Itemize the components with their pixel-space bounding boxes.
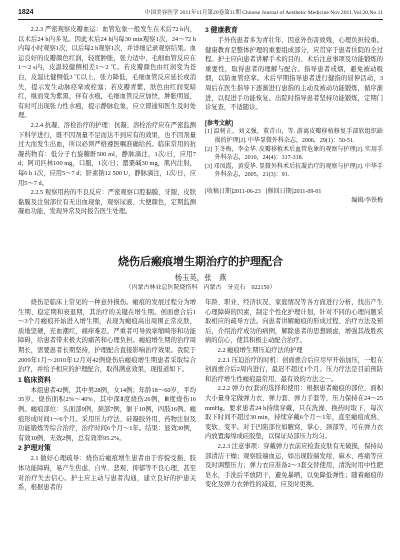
paragraph-2-2-4: 2.2.4 抗凝、溶栓治疗的护理：抗凝、溶栓治疗应在严密监测下科学进行，既不因剂量不足而达不到应有的效果，也不因剂量过大而发生出血，所以必须严格遵医嘱准确给药。临床常用的抗凝药物有：低分子右旋糖酐500 ml，静脉滴注，1次/日，应用7 d；阿司匹林100 mg，口服，1次/日；罂粟碱30 mg，肌内注射，每6 h 1次，应用5～7 d；肝素钠12 500 U，静脉滴注，1次/日，应用5～7 d。 bbox=[18, 121, 196, 187]
paragraph-health-education: 手外伤患者多为青壮年，因意外伤害致残，心理负担较重。健康教育是整体护理的重要组成部分，应贯穿于患者住院的全过程。护士应向患者讲解手术的目的、术后注意事项及功能锻炼的重要性，取得患者的理解与配合。指导患者戒烟，避免被动吸烟，以防血管痉挛。术后早期指导患者进行健指的屈伸活动，3周后在医生指导下逐渐进行患指的主动及被动功能锻炼，循序渐进，以促进手功能恢复。出院时指导患者坚持功能锻炼，定期门诊复查，不适随诊。 bbox=[205, 37, 383, 112]
revised-date: [修回日期]2011-09-01 bbox=[265, 188, 322, 195]
references-heading: [参考文献] bbox=[205, 120, 233, 127]
previous-article-right-column bbox=[205, 25, 383, 239]
paragraph-2-2-3: 2.2.3 严密观察皮瓣血运：血管危象一般发生在术后72 h内，以术后24 h内多见。因此术后24 h内每30 min观察1次，24～72 h内每小时观察1次，以后每2 h观察1次，并详细记录观察结果。血运良好的皮瓣颜色红润，轻度肿胀，张力适中，毛细血管反应在1～2 s内，皮温较健侧相差1～2 ℃。若皮瓣颜色由红润变为苍白，皮温比健侧低3 ℃以上，张力降低，毛细血管反应延长或消失，提示发生动脉痉挛或栓塞；若皮瓣青紫，肤色由红润变暗红，继而变为紫黑，伴有水疱，毛细血管反应加快，肿胀明显，有时可出现张力性水疱，提示静脉危象，应立即通知医生及时处理。 bbox=[18, 26, 196, 120]
reference-item: [3] 邓凤霞，黄爱华. 显微外科术后抗凝治疗的观察与护理[J]. 中华手外科杂志，2005，21(3)：91. bbox=[205, 163, 383, 179]
section-heading-nursing-strategy: 2 护理对策 bbox=[18, 445, 51, 453]
manuscript-dates bbox=[205, 188, 383, 197]
header-rule bbox=[18, 19, 383, 20]
paragraph-clinical-data: 本组患者42例，其中男28例，女14例；年龄18～60岁，平均35岁。烧伤面积2%～40%，其中深Ⅱ度烧伤26例，Ⅲ度烧伤16例。瘢痕部位：头面部9例，颈部7例，躯干10例，四肢16例。瘢痕形成时间1～6个月。采用压力疗法、硅凝胶外用、药物注射及功能锻炼等综合治疗，治疗时间6个月～1年。结果：显效30例，有效10例，无效2例，总有效率95.2%。 bbox=[18, 386, 196, 442]
article-title: 烧伤后瘢痕增生期治疗的护理配合 bbox=[118, 256, 283, 268]
reference-item: [1] 温树正，刘义强，董青山，等. 游离皮瓣移植修复手部软组织缺损的护理[J]. 中华显微外科杂志，2006，29(1)：50-51. bbox=[205, 129, 383, 144]
article-right-column bbox=[205, 298, 383, 552]
page-number: 1824 bbox=[18, 9, 34, 16]
paragraph-2-2-2: 2.2.2 弹力衣(套)的选择和使用：根据患者瘢痕的部位、面积大小量身定做弹力衣、弹力套、弹力手套等，压力保持在24～25 mmHg。要求患者24 h持续穿戴，只在洗澡、换药时取下，每次取下时间不超过30 min，持续穿戴6个月～1年，直至瘢痕成熟、变软、变平。对于凹陷部位如腋窝、掌心、颈部等，可在弹力衣内放置海绵或硅胶垫，以保证局部压力均匀。 bbox=[205, 385, 383, 441]
previous-article-left-column bbox=[18, 25, 196, 239]
paragraph-2-2-3: 2.2.3 注意事项：穿戴弹力衣前应检查皮肤有无破损，保持局部清洁干燥；观察肢端血运，如出现肢端发绀、麻木、疼痛等应及时调整压力；弹力衣应准备2～3套交替使用，清洗时用中性肥皂水，手洗后平放阴干，避免暴晒，以免降低弹性；随着瘢痕的变化及弹力衣弹性的减退，应及时更换。 bbox=[205, 442, 383, 489]
references-list bbox=[205, 120, 383, 180]
subsection-heading-2-2: 2.2 瘢痕增生期压迫疗法的护理 bbox=[217, 346, 303, 354]
section-heading-health-education: 3 健康教育 bbox=[205, 27, 238, 34]
running-head bbox=[18, 7, 383, 18]
paragraph-2-2-1: 2.2.1 压迫治疗的时机：创面愈合后应尽早开始加压，一般在创面愈合后2周内进行，最迟不超过1个月。压力疗法是目前预防和治疗增生性瘢痕最常用、最有效的方法之一。 bbox=[205, 356, 383, 383]
paragraph-2-1-continued: 年龄、职业、经济状况、家庭情况等各方面进行分析，找出产生心理障碍的因素，制定个性化护理计划，针对不同的心理问题采取相应的疏导方法。向患者讲解瘢痕的形成过程、治疗方法及预后，介绍治疗成功的病例，解除患者的思想顾虑，增强其战胜疾病的信心，使其积极主动配合治疗。 bbox=[205, 299, 383, 345]
article-affiliation: （内蒙古林业总医院烧伤科 内蒙古 牙克石 022150） bbox=[125, 285, 276, 291]
paragraph-2-1-start: 2.1 做好心理疏导：烧伤后瘢痕增生患者由于容貌受损、肢体功能障碍，易产生焦虑、自卑、悲观、抑郁等不良心理，甚至对治疗失去信心。护士应主动与患者沟通，建立良好的护患关系，根据患者的 bbox=[18, 455, 196, 492]
editor-credit: 编辑/李铁梅 bbox=[351, 197, 383, 204]
article-authors: 杨玉英，张 燕 bbox=[174, 273, 227, 282]
paragraph-2-2-5: 2.2.5 观察用药的不良反应：严密观察口腔黏膜、牙龈、皮肤黏膜及注射部位有无出血现象，观察尿液、大便颜色，定期监测凝血功能，发现异常及时报告医生处理。 bbox=[18, 189, 196, 216]
paragraph-introduction: 烧伤是临床上常见的一种意外损伤。瘢痕的发展过程分为增生期、稳定期和衰退期，其治疗的关键在增生期。创面愈合后1～3个月瘢痕开始进入增生期，表现为瘢痕高出周围正常皮肤，质地坚硬，充血潮红，痛痒难忍，严重者可导致挛缩畸形和功能障碍，给患者带来极大的痛苦和心理负担。瘢痕增生期的治疗周期长，需要患者长期坚持，护理配合直接影响治疗效果。我院于2009年1月～2010年12月对42例烧伤后瘢痕增生期患者采取综合治疗，并给予相应的护理配合，取得满意效果，现报道如下。 bbox=[18, 299, 196, 374]
section-heading-clinical-data: 1 临床资料 bbox=[18, 376, 51, 384]
received-date: [收稿日期]2011-06-23 bbox=[205, 188, 261, 195]
journal-name: 中国美容医学 2011年11月第20卷第11期 Chinese Journal of Aesthetic Medicine Nov.2011.Vol.20,No.11 bbox=[144, 10, 383, 16]
article-left-column bbox=[18, 298, 196, 552]
reference-item: [2] 王冬梅，李金华. 皮瓣移植术后血管危象的观察与护理[J]. 实用手外科杂志，2010，24(4)：317-318. bbox=[205, 146, 383, 162]
